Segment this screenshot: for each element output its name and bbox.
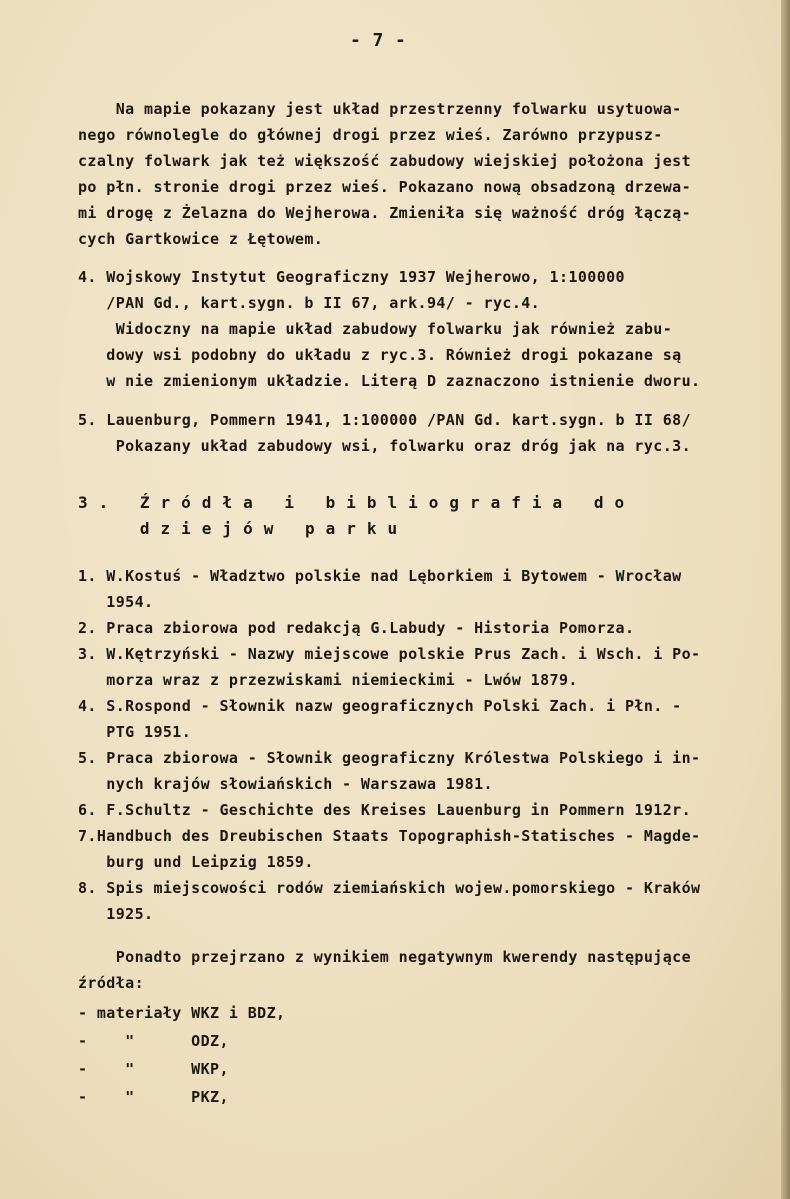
list-item: Pokazany układ zabudowy wsi, folwarku oraz dróg jak na ryc.3. bbox=[78, 437, 691, 455]
list-item: 1925. bbox=[78, 905, 154, 923]
list-item: nych krajów słowiańskich - Warszawa 1981. bbox=[78, 775, 493, 793]
list-item: dowy wsi podobny do układu z ryc.3. Również drogi pokazane są bbox=[78, 346, 682, 364]
text-line: - " PKZ, bbox=[78, 1088, 229, 1106]
list-item: 3. W.Kętrzyński - Nazwy miejscowe polskie Prus Zach. i Wsch. i Po- bbox=[78, 645, 701, 663]
list-item: 1. W.Kostuś - Władztwo polskie nad Lęborkiem i Bytowem - Wrocław bbox=[78, 567, 682, 585]
list-item: Widoczny na mapie układ zabudowy folwarku jak również zabu- bbox=[78, 320, 673, 338]
list-item: 4. Wojskowy Instytut Geograficzny 1937 Wejherowo, 1:100000 bbox=[78, 268, 625, 286]
list-item: 8. Spis miejscowości rodów ziemiańskich wojew.pomorskiego - Kraków bbox=[78, 879, 701, 897]
page-number: - 7 - bbox=[350, 30, 407, 51]
text-line: nego równolegle do głównej drogi przez wieś. Zarówno przypusz- bbox=[78, 126, 663, 144]
list-item: /PAN Gd., kart.sygn. b II 67, ark.94/ - ryc.4. bbox=[78, 294, 541, 312]
text-line: mi drogę z Żelazna do Wejherowa. Zmieniła się ważność dróg łączą- bbox=[78, 204, 691, 222]
list-item: burg und Leipzig 1859. bbox=[78, 853, 314, 871]
heading-line: dziejów parku bbox=[78, 519, 409, 538]
list-item: 7.Handbuch des Dreubischen Staats Topographish-Statisches - Magde- bbox=[78, 827, 701, 845]
text-line: po płn. stronie drogi przez wieś. Pokazano nową obsadzoną drzewa- bbox=[78, 178, 691, 196]
text-line: - " ODZ, bbox=[78, 1032, 229, 1050]
list-item: 6. F.Schultz - Geschichte des Kreises Lauenburg in Pommern 1912r. bbox=[78, 801, 691, 819]
heading-line: 3. Źródła i bibliografia do bbox=[78, 493, 636, 512]
text-line: źródła: bbox=[78, 974, 145, 992]
list-item: PTG 1951. bbox=[78, 723, 192, 741]
text-line: cych Gartkowice z Łętowem. bbox=[78, 230, 324, 248]
text-line: - materiały WKZ i BDZ, bbox=[78, 1004, 286, 1022]
list-item: 4. S.Rospond - Słownik nazw geograficznych Polski Zach. i Płn. - bbox=[78, 697, 682, 715]
page-edge bbox=[781, 0, 790, 1199]
text-line: Na mapie pokazany jest układ przestrzenny folwarku usytuowa- bbox=[78, 100, 682, 118]
list-item: morza wraz z przezwiskami niemieckimi - Lwów 1879. bbox=[78, 671, 578, 689]
list-item: 5. Praca zbiorowa - Słownik geograficzny Królestwa Polskiego i in- bbox=[78, 749, 701, 767]
text-line: czalny folwark jak też większość zabudowy wiejskiej położona jest bbox=[78, 152, 691, 170]
list-item: w nie zmienionym układzie. Literą D zaznaczono istnienie dworu. bbox=[78, 372, 701, 390]
list-item: 5. Lauenburg, Pommern 1941, 1:100000 /PAN Gd. kart.sygn. b II 68/ bbox=[78, 411, 691, 429]
text-line: - " WKP, bbox=[78, 1060, 229, 1078]
list-item: 2. Praca zbiorowa pod redakcją G.Labudy - Historia Pomorza. bbox=[78, 619, 635, 637]
text-line: Ponadto przejrzano z wynikiem negatywnym kwerendy następujące bbox=[78, 948, 691, 966]
list-item: 1954. bbox=[78, 593, 154, 611]
